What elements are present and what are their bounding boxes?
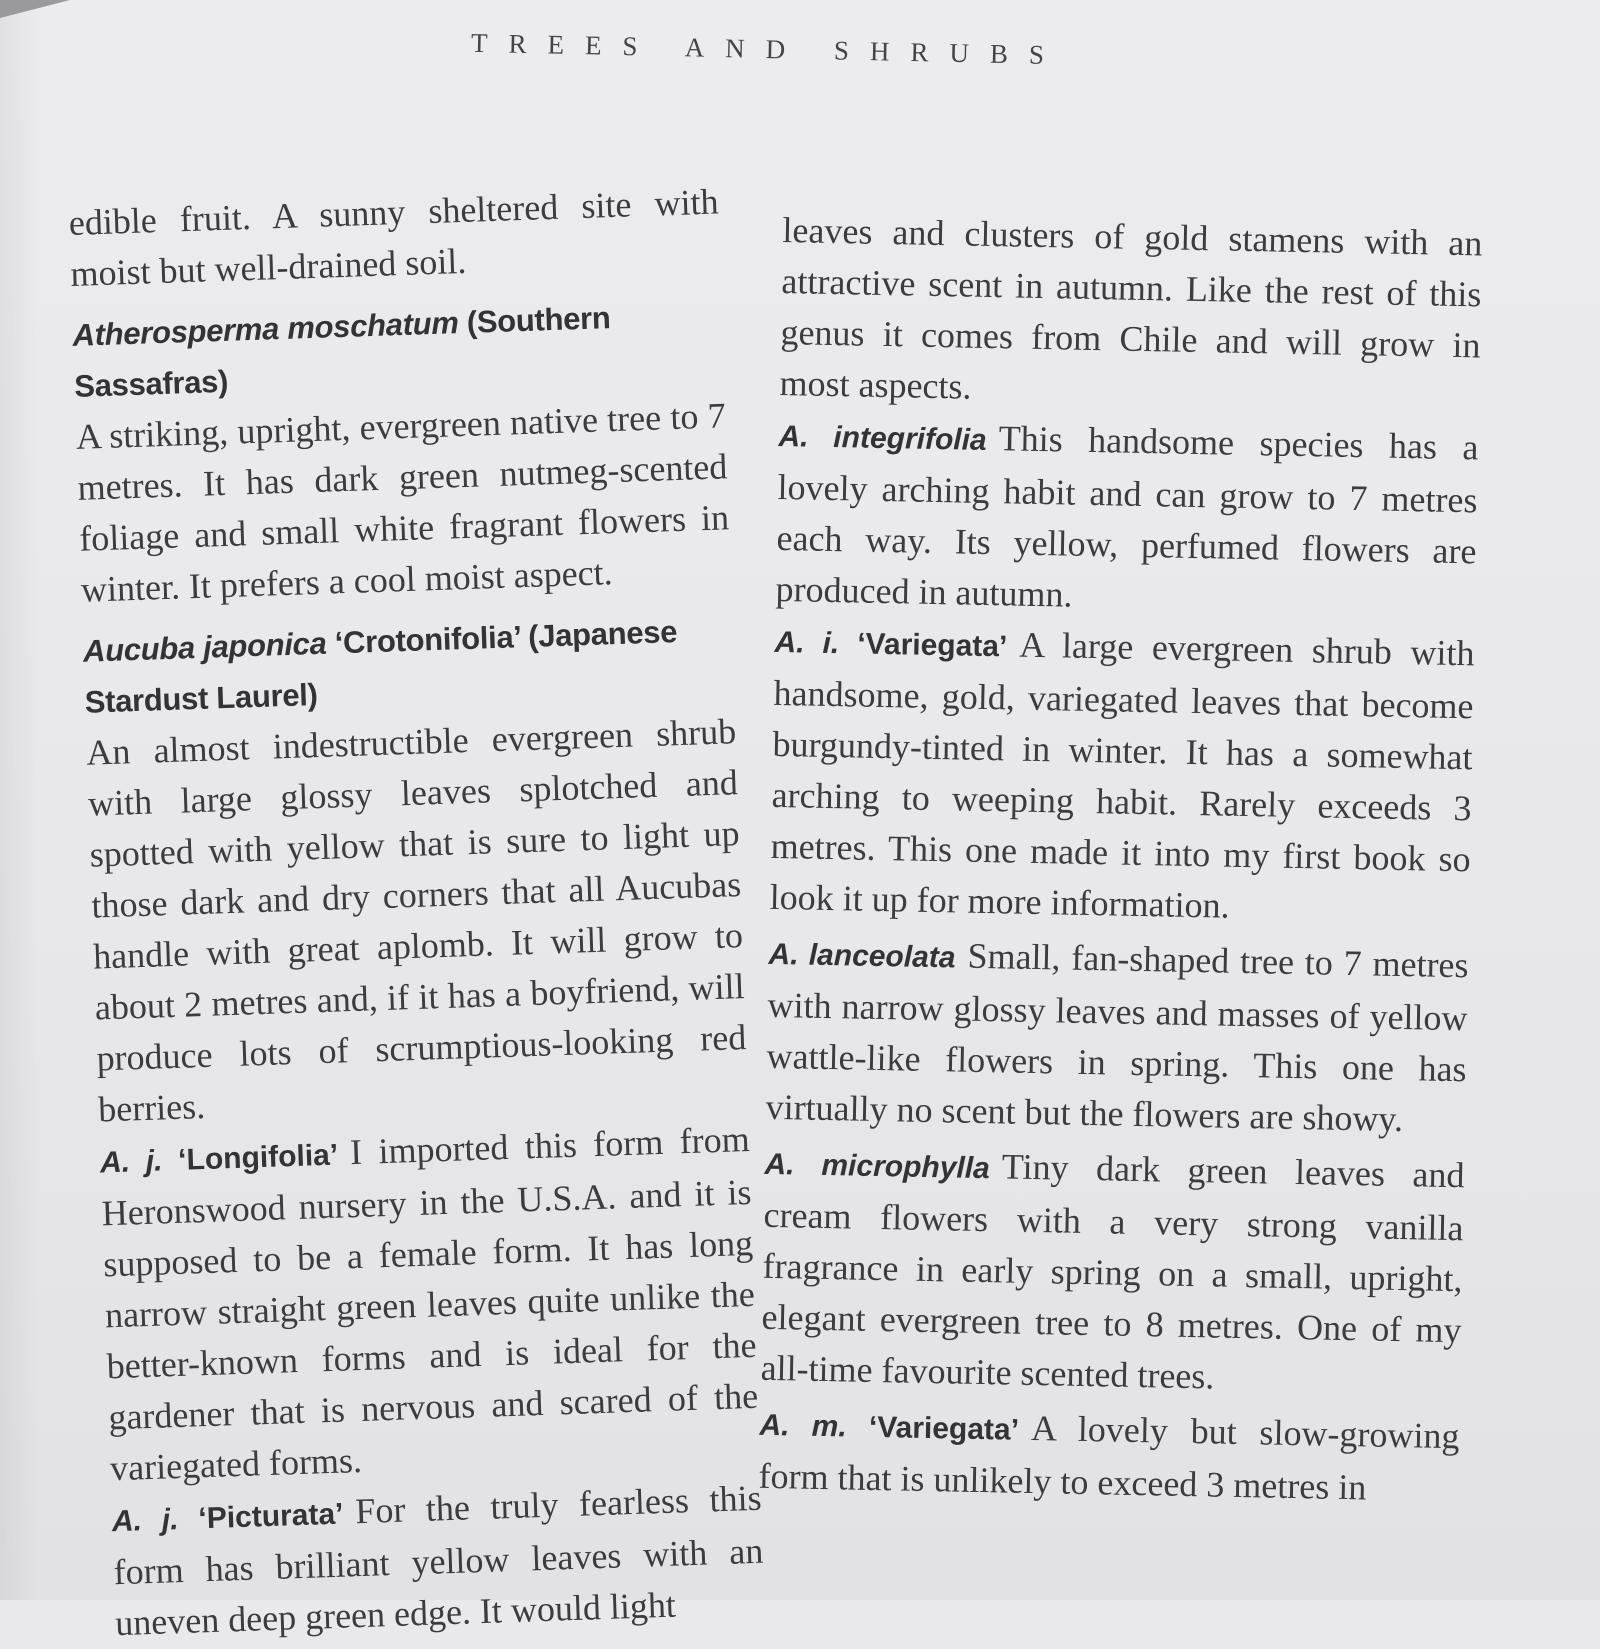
species-latin: A. microphylla (764, 1147, 991, 1186)
species-entry-lanceolata (765, 927, 1469, 1146)
species-entry-integrifolia (775, 409, 1479, 628)
cultivar-entry-picturata (111, 1473, 766, 1649)
heading-latin-name: Aucuba japonica (82, 625, 328, 669)
species-name (764, 1148, 990, 1185)
cultivar-text: A lovely but slow-growing form that is unlikely to exceed 3 metres in (758, 1407, 1460, 1508)
cultivar-text: A large evergreen shrub with handsome, gold, variegated leaves that become burgundy-tinted in winter. It has a somewhat arching to weeping habit. Rarely exceeds 3 metres. This one made it into my first book so look it up for more information. (769, 624, 1475, 926)
cultivar-text: I imported this form from Heronswood nursery in the U.S.A. and it is supposed to be a female form. It has long narrow straight green leaves quite unlike the better-known forms and is ideal for the gardener that is nervous and scared of the variegated forms. (101, 1118, 759, 1489)
cultivar-label: ‘Longifolia’ (161, 1138, 339, 1178)
right-column (758, 205, 1483, 1515)
cultivar-name (111, 1498, 344, 1539)
left-column (68, 176, 766, 1649)
cultivar-label: ‘Variegata’ (846, 1410, 1020, 1447)
cultivar-name (99, 1139, 338, 1180)
cultivar-label: ‘Picturata’ (177, 1497, 344, 1537)
heading-common-name: (Southern Sassafras) (73, 300, 612, 404)
cultivar-abbrev: A. j. (111, 1503, 180, 1539)
species-latin: A. integrifolia (778, 419, 987, 457)
species-text: This handsome species has a lovely arching habit and can grow to 7 metres each way. Its yellow, perfumed flowers are produced in autumn. (775, 418, 1479, 615)
cultivar-entry-microphylla-variegata (758, 1398, 1460, 1515)
species-latin: A. lanceolata (768, 937, 956, 975)
plant-description-aucuba: An almost indestructible evergreen shrub with large glossy leaves splotched and spotted with yellow that is sure to light up those dark and dry corners that all Aucubas handle with great aplomb. It will grow to about 2 metres and, if it has a boyfriend, will produce lots of scrumptious-looking red berries. (85, 711, 747, 1130)
species-entry-microphylla (760, 1137, 1465, 1407)
page-gutter-shadow (0, 0, 40, 1600)
cultivar-entry-longifolia (99, 1114, 761, 1494)
cultivar-text: For the truly fearless this form has brilliant yellow leaves with an uneven deep green edge. It would light (112, 1477, 764, 1644)
cultivar-label: ‘Variegata’ (838, 627, 1008, 664)
heading-common-name: ‘Crotonifolia’ (Japanese Stardust Laurel) (84, 614, 678, 720)
cultivar-name (759, 1409, 1019, 1447)
species-name (768, 938, 956, 975)
species-text: Tiny dark green leaves and cream flowers with a very strong vanilla fragrance in early spring on a small, upright, elegant evergreen tree to 8 metres. One of my all-time favourite scented trees. (760, 1146, 1465, 1397)
cultivar-entry-variegata (769, 615, 1475, 936)
running-head: TREES AND SHRUBS (470, 27, 1066, 71)
plant-description-atherosperma: A striking, upright, evergreen native tree to 7 metres. It has dark green nutmeg-scented foliage and small white fragrant flowers in winter. It prefers a cool moist aspect. (75, 395, 730, 610)
paragraph-continued: leaves and clusters of gold stamens with an attractive scent in autumn. Like the rest of this genus it comes from Chile and will grow in most aspects. (779, 209, 1483, 407)
cultivar-abbrev: A. j. (99, 1144, 163, 1180)
cultivar-name (774, 626, 1007, 663)
cultivar-abbrev: A. i. (774, 625, 840, 661)
species-text: Small, fan-shaped tree to 7 metres with narrow glossy leaves and masses of yellow wattle-like flowers in spring. This one has virtually no scent but the flowers are showy. (765, 935, 1469, 1140)
paragraph-continued: edible fruit. A sunny sheltered site with moist but well-drained soil. (68, 181, 720, 294)
cultivar-abbrev: A. m. (759, 1408, 848, 1444)
species-name (778, 420, 987, 457)
heading-latin-name: Atherosperma moschatum (71, 305, 460, 353)
